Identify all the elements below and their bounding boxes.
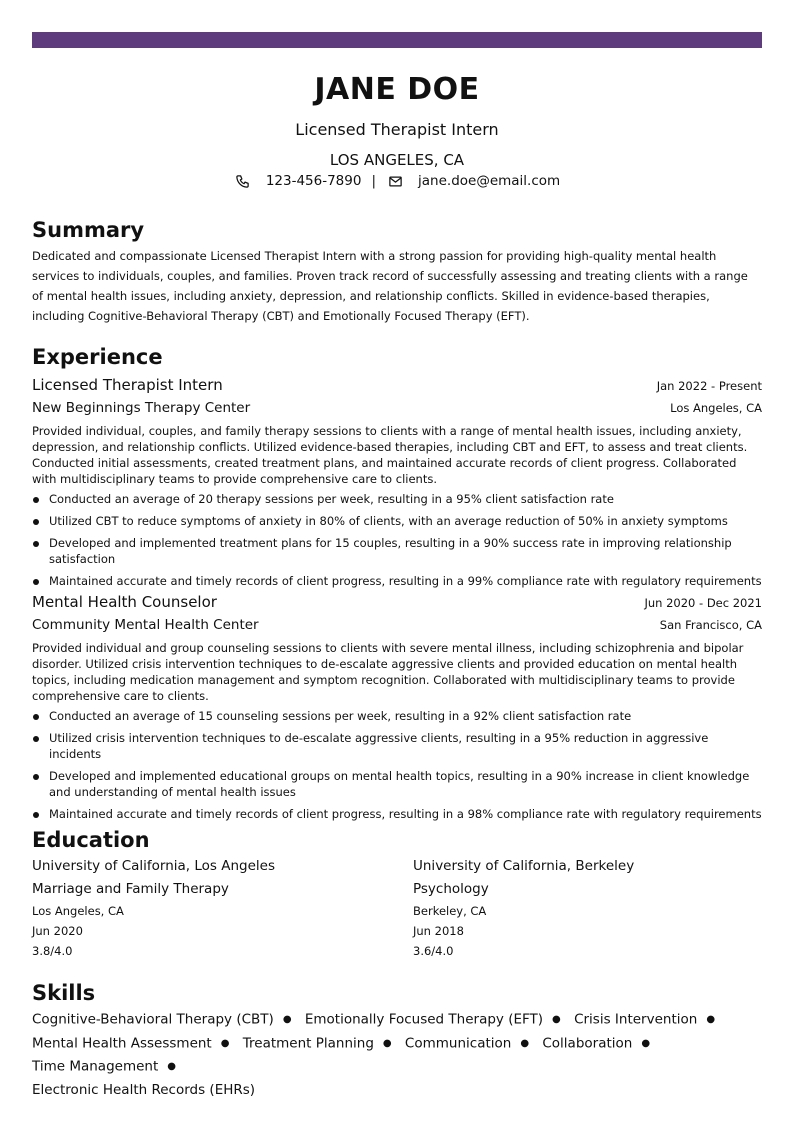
skills-list [32,1008,762,1102]
bullet-text: Developed and implemented educational groups on mental health topics, resulting in a 90% increase in client knowledge and understanding of mental health issues [49,769,750,799]
job-company: New Beginnings Therapy Center [32,400,251,416]
summary-heading: Summary [32,218,145,242]
skill-item: Mental Health Assessment [32,1035,212,1051]
contact-line [32,172,762,190]
list-item [32,708,762,724]
contact-separator: | [371,173,377,189]
job-location: Los Angeles, CA [670,401,762,415]
candidate-name: JANE DOE [314,72,480,107]
accent-bar [32,32,762,48]
list-item [32,806,762,822]
job-achievements [32,708,762,828]
summary-text: Dedicated and compassionate Licensed Therapist Intern with a strong passion for providing high-quality mental health services to individuals, couples, and families. Proven track record of successfully assessing and treating clients with a range of mental health issues, including anxiety, depression, and relationship conflicts. Skilled in evidence-based therapies, including Cognitive-Behavioral Therapy (CBT) and Emotionally Focused Therapy (EFT). [32,249,748,323]
job-company-row [32,400,762,416]
phone-number[interactable]: 123-456-7890 [265,173,362,189]
phone-icon [234,172,252,190]
bullet-dot-icon [33,541,39,547]
bullet-dot-icon [33,497,39,503]
job-location: San Francisco, CA [659,618,762,632]
education-gpa: 3.8/4.0 [32,944,73,958]
list-item [32,730,762,762]
education-location: Berkeley, CA [413,904,487,918]
experience-heading: Experience [32,345,163,369]
bullet-dot-icon [33,579,39,585]
education-date: Jun 2020 [32,924,83,938]
bullet-dot-icon: ● [282,1014,292,1025]
bullet-text: Utilized CBT to reduce symptoms of anxiety in 80% of clients, with an average reduction of 50% in anxiety symptoms [49,514,728,528]
skill-item: Emotionally Focused Therapy (EFT) [304,1011,544,1028]
candidate-location: LOS ANGELES, CA [329,151,465,169]
education-school: University of California, Berkeley [413,858,635,874]
skill-item: Crisis Intervention [574,1011,698,1028]
bullet-text: Maintained accurate and timely records of client progress, resulting in a 99% compliance rate with regulatory requirements [49,574,762,588]
job-header [32,593,762,611]
job-title: Licensed Therapist Intern [32,376,223,394]
skill-item: Treatment Planning [242,1035,374,1051]
skills-heading: Skills [32,981,96,1005]
job-description: Provided individual, couples, and family therapy sessions to clients with a range of mental health issues, including anxiety, depression, and relationship conflicts. Utilized evidence-based therapies, including CBT and EFT, to assess and treat clients. Conducted initial assessments, created treatment plans, and maintained accurate records of client progress. Collaborated with multidisciplinary teams to provide comprehensive care to clients. [32,424,748,486]
education-gpa: 3.6/4.0 [413,944,454,958]
skill-item: Cognitive-Behavioral Therapy (CBT) [32,1011,274,1028]
job-description: Provided individual and group counseling sessions to clients with severe mental illness, including schizophrenia and bipolar disorder. Utilized crisis intervention techniques to de-escalate aggressive clients and provided education on mental health topics, including medication management and symptom recognition. Collaborated with multidisciplinary teams to provide comprehensive care to clients. [32,641,744,703]
list-item [32,535,762,567]
envelope-icon [386,172,404,190]
job-header [32,376,762,394]
bullet-dot-icon: ● [167,1061,176,1072]
bullet-dot-icon: ● [552,1014,561,1025]
bullet-dot-icon [33,774,39,780]
bullet-dot-icon [33,812,39,818]
bullet-dot-icon: ● [220,1037,230,1049]
bullet-dot-icon [33,736,39,742]
education-date: Jun 2018 [413,924,464,938]
bullet-text: Conducted an average of 20 therapy sessions per week, resulting in a 95% client satisfaction rate [49,492,614,506]
job-company-row [32,617,762,633]
skill-item: Time Management [32,1058,159,1075]
bullet-text: Utilized crisis intervention techniques to de-escalate aggressive clients, resulting in a 95% reduction in aggressive incidents [49,731,709,761]
bullet-dot-icon [33,519,39,525]
bullet-dot-icon: ● [706,1014,716,1025]
job-dates: Jun 2020 - Dec 2021 [644,596,762,610]
bullet-text: Developed and implemented treatment plans for 15 couples, resulting in a 90% success rate in improving relationship satisfaction [49,536,732,566]
education-school: University of California, Los Angeles [32,858,276,874]
skill-item: Collaboration [542,1035,633,1051]
job-company: Community Mental Health Center [32,617,259,633]
job-achievements [32,491,762,595]
education-degree: Psychology [413,881,489,897]
education-degree: Marriage and Family Therapy [32,881,229,897]
list-item [32,513,762,529]
bullet-dot-icon: ● [382,1037,392,1049]
skill-item: Electronic Health Records (EHRs) [32,1081,256,1098]
bullet-dot-icon: ● [520,1037,530,1049]
list-item [32,573,762,589]
skill-item: Communication [404,1035,512,1051]
list-item [32,768,762,800]
job-dates: Jan 2022 - Present [656,379,762,393]
bullet-text: Maintained accurate and timely records of client progress, resulting in a 98% compliance rate with regulatory requirements [49,807,762,821]
list-item [32,491,762,507]
job-title-headline: Licensed Therapist Intern [295,120,499,139]
education-heading: Education [32,828,150,852]
bullet-dot-icon: ● [641,1037,651,1049]
bullet-text: Conducted an average of 15 counseling sessions per week, resulting in a 92% client satisfaction rate [49,709,632,723]
bullet-dot-icon [33,714,39,720]
education-location: Los Angeles, CA [32,904,124,918]
email-address[interactable]: jane.doe@email.com [418,173,561,189]
job-title: Mental Health Counselor [32,593,217,611]
